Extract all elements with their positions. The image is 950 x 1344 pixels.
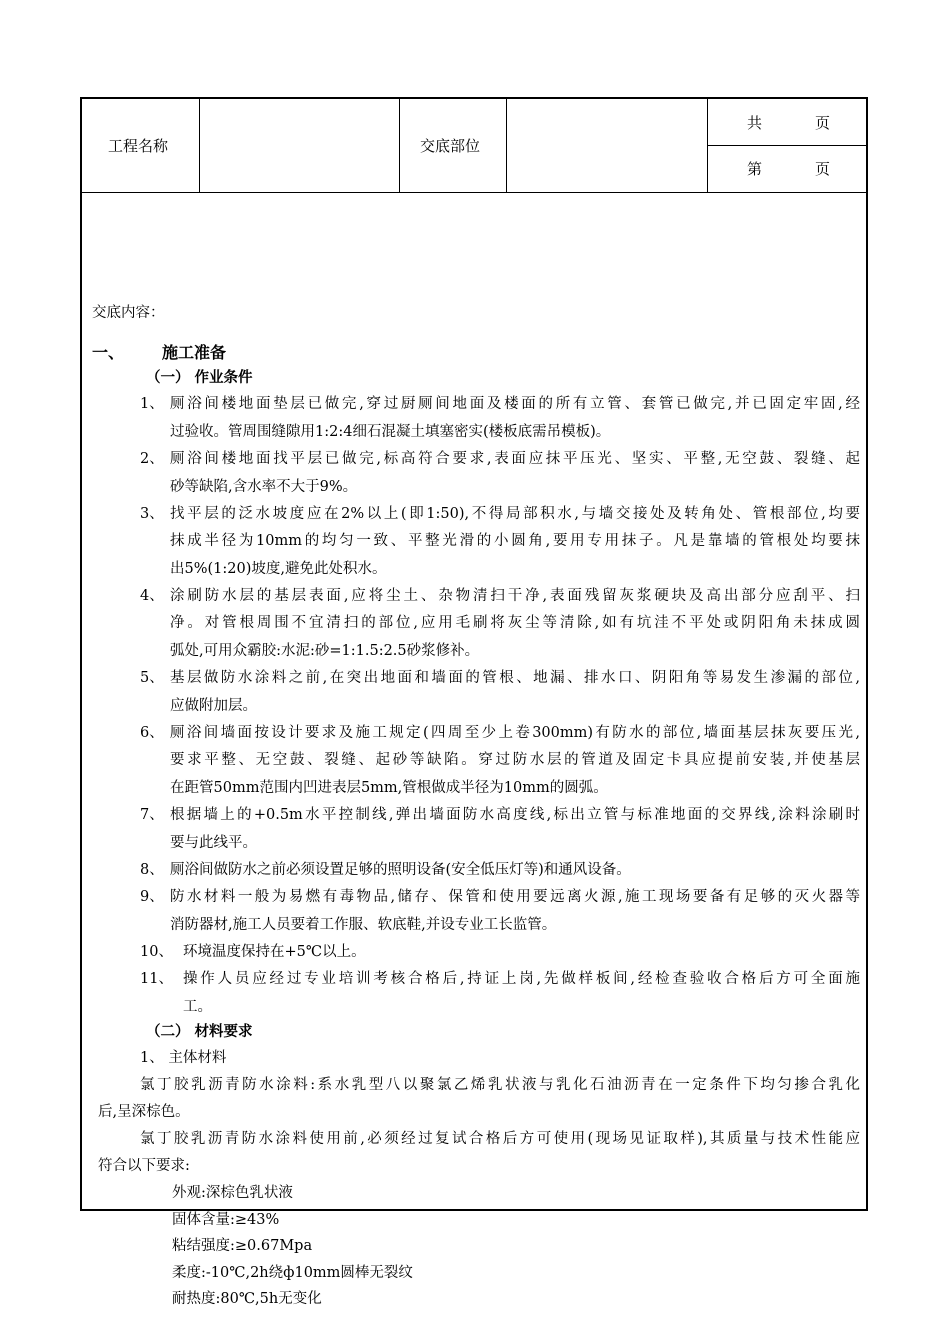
divider (506, 99, 507, 192)
section-title: 施工准备 (162, 343, 227, 362)
item-line: 抹成半径为10mm的均匀一致、平整光滑的小圆角,要用专用抹子。凡是靠墙的管根处均要抹 (170, 533, 860, 549)
spec-line: 外观:深棕色乳状液 (172, 1185, 293, 1201)
item-line: 出5%(1:20)坡度,避免此处积水。 (170, 561, 387, 577)
item-line: 厕浴间楼地面垫层已做完,穿过厨厕间地面及楼面的所有立管、套管已做完,并已固定牢固,经 (170, 396, 860, 412)
spec-line: 柔度:-10℃,2h绕ф10mm圆棒无裂纹 (172, 1265, 413, 1281)
material-heading: 1、 主体材料 (140, 1050, 227, 1066)
item-number: 2、 (140, 451, 164, 467)
item-line: 砂等缺陷,含水率不大于9%。 (170, 479, 358, 495)
disclosure-content (82, 193, 866, 1307)
item-number: 3、 (140, 506, 164, 522)
item-line: 净。对管根周围不宜清扫的部位,应用毛刷将灰尘等清除,如有坑洼不平处或阴阳角未抹成圆 (170, 615, 860, 631)
item-line: 过验收。管周围缝隙用1:2:4细石混凝土填塞密实(楼板底需吊模板)。 (170, 424, 611, 440)
spec-line: 耐热度:80℃,5h无变化 (172, 1291, 322, 1307)
item-line: 弧处,可用众霸胶:水泥:砂=1:1.5:2.5砂浆修补。 (170, 643, 480, 659)
item-number: 5、 (140, 670, 164, 686)
paragraph-line: 氯丁胶乳沥青防水涂料使用前,必须经过复试合格后方可使用(现场见证取样),其质量与技术性能应 (140, 1131, 860, 1147)
item-line: 工。 (183, 999, 212, 1015)
item-number: 8、 (140, 862, 164, 878)
subsection-title: （一） 作业条件 (146, 369, 253, 386)
item-number: 10、 (140, 944, 173, 960)
item-number: 9、 (140, 889, 164, 905)
total-pages-unit: 页 (815, 114, 831, 132)
item-line: 防水材料一般为易燃有毒物品,储存、保管和使用要远离火源,施工现场要备有足够的灭火器等 (170, 889, 860, 905)
subsection-title: （二） 材料要求 (146, 1023, 253, 1040)
item-line: 找平层的泛水坡度应在2%以上(即1:50),不得局部积水,与墙交接处及转角处、管根部位,均要 (170, 506, 860, 522)
item-number: 11、 (140, 971, 173, 987)
total-pages-label: 共 (747, 114, 763, 132)
item-line: 根据墙上的+0.5m水平控制线,弹出墙面防水高度线,标出立管与标准地面的交界线,涂料涂刷时 (170, 807, 860, 823)
item-line: 在距管50mm范围内凹进表层5mm,管根做成半径为10mm的圆弧。 (170, 780, 608, 796)
item-line: 操作人员应经过专业培训考核合格后,持证上岗,先做样板间,经检查验收合格后方可全面施 (183, 971, 860, 987)
item-line: 基层做防水涂料之前,在突出地面和墙面的管根、地漏、排水口、阴阳角等易发生渗漏的部位, (170, 670, 860, 686)
spec-line: 粘结强度:≥0.67Mpa (172, 1238, 313, 1254)
page-number-unit: 页 (815, 160, 831, 178)
item-number: 1、 (140, 396, 164, 412)
item-line: 要与此线平。 (170, 835, 257, 851)
divider (199, 99, 200, 192)
paragraph-line: 氯丁胶乳沥青防水涂料:系水乳型八以聚氯乙烯乳状液与乳化石油沥青在一定条件下均匀掺合乳化 (140, 1077, 860, 1093)
item-line: 厕浴间墙面按设计要求及施工规定(四周至少上卷300mm)有防水的部位,墙面基层抹灰要压光, (170, 725, 860, 741)
item-line: 涂刷防水层的基层表面,应将尘土、杂物清扫干净,表面残留灰浆硬块及高出部分应刮平、扫 (170, 588, 860, 604)
item-number: 6、 (140, 725, 164, 741)
item-line: 环境温度保持在+5℃以上。 (183, 944, 366, 960)
content-intro: 交底内容： (92, 305, 165, 321)
item-line: 应做附加层。 (170, 698, 257, 714)
item-line: 要求平整、无空鼓、裂缝、起砂等缺陷。穿过防水层的管道及固定卡具应提前安装,并使基层 (170, 752, 860, 768)
item-number: 7、 (140, 807, 164, 823)
project-name-label: 工程名称 (108, 137, 169, 155)
section-number: 一、 (92, 343, 125, 362)
item-line: 消防器材,施工人员要着工作服、软底鞋,并设专业工长监管。 (170, 917, 557, 933)
item-line: 厕浴间楼地面找平层已做完,标高符合要求,表面应抹平压光、坚实、平整,无空鼓、裂缝、起 (170, 451, 860, 467)
item-number: 4、 (140, 588, 164, 604)
page-number-label: 第 (747, 160, 763, 178)
form-header (82, 99, 866, 193)
divider (399, 99, 400, 192)
item-line: 厕浴间做防水之前必须设置足够的照明设备(安全低压灯等)和通风设备。 (170, 862, 631, 878)
divider (707, 145, 866, 146)
disclosure-part-label: 交底部位 (420, 137, 481, 155)
disclosure-form (80, 97, 868, 1307)
paragraph-line: 后,呈深棕色。 (98, 1104, 190, 1120)
spec-line: 固体含量:≥43% (172, 1212, 280, 1228)
paragraph-line: 符合以下要求: (98, 1158, 190, 1174)
